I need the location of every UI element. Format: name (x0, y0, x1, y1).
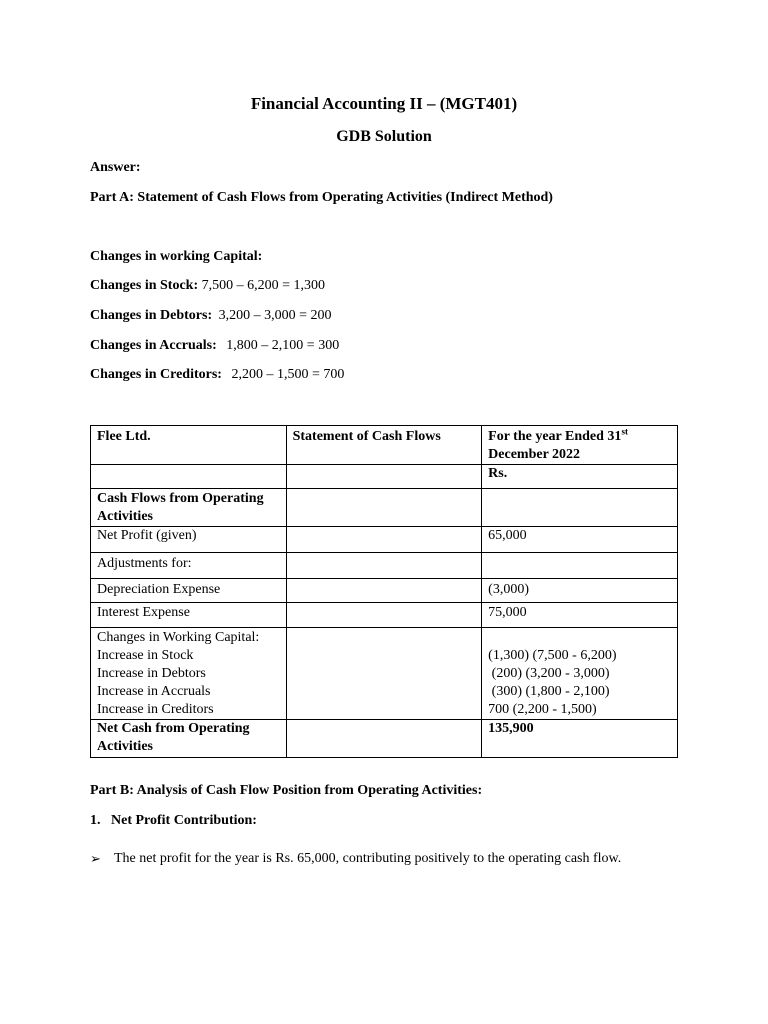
table-row (91, 628, 678, 720)
change-creditors-value: 2,200 – 1,500 = 700 (231, 367, 345, 382)
empty-cell (286, 489, 482, 527)
wc-label: Changes in Working Capital: (97, 630, 260, 645)
table-row (91, 465, 678, 489)
working-capital-heading: Changes in working Capital: (90, 249, 263, 264)
table-row (91, 553, 678, 579)
change-accruals-value: 1,800 – 2,100 = 300 (226, 338, 340, 353)
period-suffix: December 2022 (488, 447, 581, 462)
currency-cell: Rs. (482, 465, 678, 489)
statement-cell: Statement of Cash Flows (286, 426, 482, 465)
company-cell: Flee Ltd. (91, 426, 287, 465)
wc-stock-value: (1,300) (7,500 - 6,200) (488, 648, 617, 663)
change-creditors-label: Changes in Creditors: (90, 367, 222, 382)
depreciation-value: (3,000) (482, 579, 678, 603)
bullet-1-text: The net profit for the year is Rs. 65,000, contributing positively to the operating cash flow. (114, 851, 622, 866)
change-stock-line (90, 278, 325, 294)
section-heading-cell: Cash Flows from Operating Activities (91, 489, 287, 527)
empty-cell (91, 465, 287, 489)
empty-cell (286, 603, 482, 628)
net-profit-label: Net Profit (given) (91, 527, 287, 553)
part-b-heading: Part B: Analysis of Cash Flow Position from Operating Activities: (90, 783, 483, 798)
wc-stock-label: Increase in Stock (97, 648, 194, 663)
document-title: Financial Accounting II – (MGT401) (250, 94, 518, 113)
table-row (91, 720, 678, 758)
empty-cell (482, 489, 678, 527)
answer-label: Answer: (90, 160, 141, 175)
table-row (91, 579, 678, 603)
empty-cell (286, 579, 482, 603)
empty-cell (286, 553, 482, 579)
period-cell (482, 426, 678, 465)
empty-cell (482, 553, 678, 579)
change-debtors-value: 3,200 – 3,000 = 200 (218, 308, 332, 323)
empty-cell (286, 720, 482, 758)
part-a-heading: Part A: Statement of Cash Flows from Operating Activities (Indirect Method) (90, 190, 553, 205)
cash-flow-table (90, 425, 678, 758)
document-subtitle: GDB Solution (336, 128, 432, 145)
wc-debtors-value: (200) (3,200 - 3,000) (488, 666, 610, 681)
empty-cell (286, 465, 482, 489)
working-capital-values (482, 628, 678, 720)
wc-accruals-value: (300) (1,800 - 2,100) (488, 684, 610, 699)
table-row (91, 489, 678, 527)
change-creditors-line (90, 367, 344, 383)
table-row (91, 603, 678, 628)
period-prefix: For the year Ended 31 (488, 429, 622, 444)
change-stock-value: 7,500 – 6,200 = 1,300 (201, 278, 326, 293)
empty-cell (286, 527, 482, 553)
arrow-bullet-icon: ➢ (90, 851, 101, 866)
wc-accruals-label: Increase in Accruals (97, 684, 211, 699)
interest-label: Interest Expense (91, 603, 287, 628)
change-accruals-label: Changes in Accruals: (90, 338, 217, 353)
change-accruals-line (90, 338, 339, 354)
working-capital-cell (91, 628, 287, 720)
interest-value: 75,000 (482, 603, 678, 628)
wc-creditors-value: 700 (2,200 - 1,500) (488, 702, 597, 717)
change-debtors-line (90, 308, 332, 324)
adjustments-label: Adjustments for: (91, 553, 287, 579)
wc-debtors-label: Increase in Debtors (97, 666, 206, 681)
change-debtors-label: Changes in Debtors: (90, 308, 213, 323)
table-row (91, 426, 678, 465)
wc-creditors-label: Increase in Creditors (97, 702, 214, 717)
change-stock-label: Changes in Stock: (90, 278, 199, 293)
point-1-heading: 1. Net Profit Contribution: (90, 813, 257, 828)
empty-cell (286, 628, 482, 720)
period-superscript: st (621, 426, 628, 437)
net-cash-label: Net Cash from Operating Activities (91, 720, 287, 758)
net-profit-value: 65,000 (482, 527, 678, 553)
net-cash-value: 135,900 (482, 720, 678, 758)
depreciation-label: Depreciation Expense (91, 579, 287, 603)
table-row (91, 527, 678, 553)
